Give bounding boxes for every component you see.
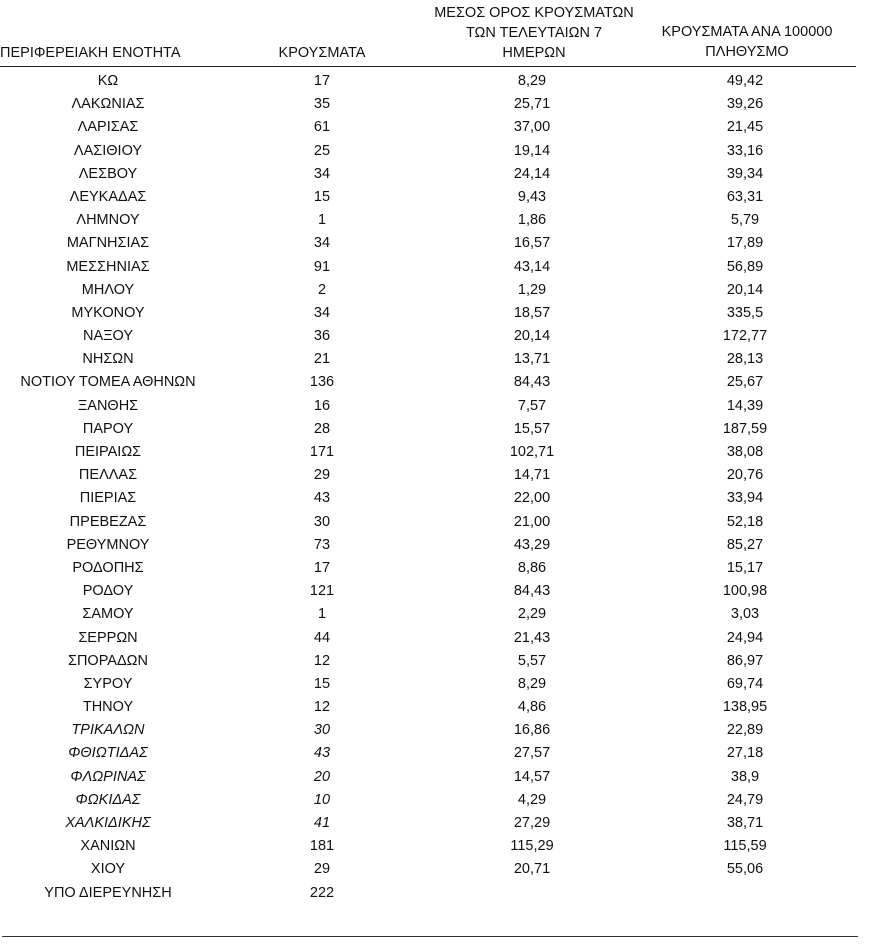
cases-cell: 34 bbox=[313, 165, 331, 182]
avg7-cell: 1,86 bbox=[517, 212, 547, 229]
cases-cell: 34 bbox=[313, 304, 331, 321]
per100k-cell: 33,94 bbox=[726, 490, 764, 507]
avg7-cell: 27,29 bbox=[513, 815, 551, 831]
per100k-cell: 38,9 bbox=[730, 768, 760, 785]
region-cell: ΠΑΡΟΥ bbox=[82, 420, 134, 437]
column-header-7day-average bbox=[425, 3, 643, 63]
per100k-cell: 187,59 bbox=[722, 420, 768, 437]
cases-cell: 43 bbox=[313, 490, 331, 507]
region-cell: ΠΙΕΡΙΑΣ bbox=[79, 490, 137, 507]
per100k-cell: 38,71 bbox=[726, 815, 764, 831]
avg7-cell: 19,14 bbox=[513, 142, 551, 159]
avg7-cell: 9,43 bbox=[517, 188, 547, 205]
per100k-cell: 335,5 bbox=[726, 304, 764, 321]
avg7-cell: 1,29 bbox=[517, 281, 547, 298]
cases-cell: 34 bbox=[313, 235, 331, 252]
region-cell: ΜΕΣΣΗΝΙΑΣ bbox=[66, 258, 150, 275]
region-cell: ΤΡΙΚΑΛΩΝ bbox=[71, 722, 145, 739]
avg7-cell: 18,57 bbox=[513, 304, 551, 321]
per100k-cell: 20,76 bbox=[726, 467, 764, 484]
region-cell: ΝΗΣΩΝ bbox=[82, 351, 134, 368]
region-cell: ΠΡΕΒΕΖΑΣ bbox=[69, 513, 147, 530]
region-cell: ΛΕΥΚΑΔΑΣ bbox=[69, 188, 147, 205]
cases-cell: 29 bbox=[313, 861, 331, 878]
cases-cell: 1 bbox=[317, 606, 327, 623]
region-cell: ΦΘΙΩΤΙΔΑΣ bbox=[68, 745, 148, 762]
cases-cell: 41 bbox=[313, 815, 331, 831]
region-cell: ΜΗΛΟΥ bbox=[81, 281, 135, 298]
table-row bbox=[0, 116, 869, 139]
avg7-cell: 8,29 bbox=[517, 73, 547, 89]
cases-cell: 35 bbox=[313, 96, 331, 113]
per100k-cell: 21,45 bbox=[726, 119, 764, 136]
avg7-cell: 7,57 bbox=[517, 397, 547, 414]
table-row bbox=[0, 696, 869, 719]
table-row bbox=[0, 464, 869, 487]
region-cell: ΛΑΡΙΣΑΣ bbox=[77, 119, 139, 136]
table-row bbox=[0, 835, 869, 858]
avg7-cell: 15,57 bbox=[513, 420, 551, 437]
table-row bbox=[0, 650, 869, 673]
per100k-cell: 24,94 bbox=[726, 629, 764, 646]
avg7-cell: 115,29 bbox=[510, 838, 554, 855]
region-cell: ΣΑΜΟΥ bbox=[82, 606, 134, 623]
avg7-cell: 43,14 bbox=[513, 258, 551, 275]
avg7-cell: 4,29 bbox=[517, 791, 547, 808]
table-row bbox=[0, 302, 869, 325]
per100k-cell: 33,16 bbox=[726, 142, 764, 159]
column-header-cases-per-100k bbox=[636, 22, 858, 62]
per100k-cell: 85,27 bbox=[726, 536, 764, 553]
region-cell: ΛΗΜΝΟΥ bbox=[76, 212, 140, 229]
cases-cell: 181 bbox=[309, 838, 335, 855]
table-row bbox=[0, 70, 869, 93]
cases-cell: 30 bbox=[313, 513, 331, 530]
cases-cell: 171 bbox=[309, 444, 335, 460]
table-row bbox=[0, 673, 869, 696]
table-row bbox=[0, 766, 869, 789]
per100k-cell: 63,31 bbox=[726, 188, 764, 205]
avg7-cell: 22,00 bbox=[513, 490, 551, 507]
avg7-cell: 21,43 bbox=[513, 629, 551, 646]
header-line: ΤΩΝ ΤΕΛΕΥΤΑΙΩΝ 7 bbox=[465, 25, 603, 41]
region-cell: ΡΟΔΟΠΗΣ bbox=[72, 559, 144, 576]
avg7-cell: 2,29 bbox=[517, 606, 547, 623]
per100k-cell: 15,17 bbox=[726, 559, 764, 576]
cases-cell: 30 bbox=[313, 722, 331, 739]
per100k-cell: 27,18 bbox=[726, 745, 764, 762]
region-cell: ΤΗΝΟΥ bbox=[82, 699, 134, 716]
cases-cell: 15 bbox=[313, 675, 331, 692]
region-cell: ΦΛΩΡΙΝΑΣ bbox=[70, 768, 146, 785]
table-row bbox=[0, 232, 869, 255]
per100k-cell: 25,67 bbox=[726, 374, 764, 391]
table-row bbox=[0, 882, 869, 905]
region-cell: ΝΟΤΙΟΥ ΤΟΜΕΑ ΑΘΗΝΩΝ bbox=[20, 374, 196, 391]
table-row bbox=[0, 511, 869, 534]
table-row bbox=[0, 719, 869, 742]
table-row bbox=[0, 348, 869, 371]
column-header-region: ΠΕΡΙΦΕΡΕΙΑΚΗ ΕΝΟΤΗΤΑ bbox=[0, 45, 181, 61]
table-row bbox=[0, 93, 869, 116]
cases-cell: 28 bbox=[313, 420, 331, 437]
table-row bbox=[0, 487, 869, 510]
region-cell: ΛΕΣΒΟΥ bbox=[78, 165, 138, 182]
region-cell: ΣΠΟΡΑΔΩΝ bbox=[68, 652, 148, 669]
per100k-cell: 52,18 bbox=[726, 513, 764, 530]
region-cell: ΠΕΙΡΑΙΩΣ bbox=[74, 444, 142, 460]
region-cell: ΧΙΟΥ bbox=[90, 861, 126, 878]
cases-cell: 29 bbox=[313, 467, 331, 484]
cases-cell: 25 bbox=[313, 142, 331, 159]
table-row bbox=[0, 325, 869, 348]
cases-cell: 73 bbox=[313, 536, 331, 553]
region-cell: ΦΩΚΙΔΑΣ bbox=[75, 791, 141, 808]
region-cell: ΝΑΞΟΥ bbox=[82, 328, 134, 345]
per100k-cell: 14,39 bbox=[726, 397, 764, 414]
table-row bbox=[0, 163, 869, 186]
region-cell: ΣΕΡΡΩΝ bbox=[78, 629, 138, 646]
cases-cell: 21 bbox=[313, 351, 331, 368]
table-row bbox=[0, 441, 869, 464]
region-cell: ΠΕΛΛΑΣ bbox=[78, 467, 138, 484]
avg7-cell: 5,57 bbox=[517, 652, 547, 669]
avg7-cell: 102,71 bbox=[509, 444, 555, 460]
cases-cell: 15 bbox=[313, 188, 331, 205]
cases-cell: 16 bbox=[313, 397, 331, 414]
avg7-cell: 8,29 bbox=[517, 675, 547, 692]
cases-cell: 136 bbox=[309, 374, 335, 391]
per100k-cell: 69,74 bbox=[726, 675, 764, 692]
per100k-cell: 86,97 bbox=[726, 652, 764, 669]
region-cell: ΧΑΛΚΙΔΙΚΗΣ bbox=[65, 815, 151, 831]
avg7-cell: 16,86 bbox=[513, 722, 551, 739]
data-table bbox=[0, 70, 869, 905]
table-row bbox=[0, 256, 869, 279]
table-row bbox=[0, 140, 869, 163]
cases-cell: 12 bbox=[313, 652, 331, 669]
table-row bbox=[0, 371, 869, 394]
region-cell: ΚΩ bbox=[97, 73, 119, 89]
cases-cell: 36 bbox=[313, 328, 331, 345]
table-row bbox=[0, 603, 869, 626]
region-cell: ΜΑΓΝΗΣΙΑΣ bbox=[66, 235, 150, 252]
per100k-cell: 56,89 bbox=[726, 258, 764, 275]
cases-cell: 91 bbox=[313, 258, 331, 275]
cases-cell: 12 bbox=[313, 699, 331, 716]
avg7-cell: 14,57 bbox=[513, 768, 551, 785]
per100k-cell: 22,89 bbox=[726, 722, 764, 739]
per100k-cell: 24,79 bbox=[726, 791, 764, 808]
cases-cell: 43 bbox=[313, 745, 331, 762]
cases-cell: 1 bbox=[317, 212, 327, 229]
header-line: ΗΜΕΡΩΝ bbox=[502, 45, 566, 61]
cases-cell: 121 bbox=[309, 583, 335, 600]
per100k-cell: 28,13 bbox=[726, 351, 764, 368]
avg7-cell: 84,43 bbox=[513, 583, 551, 600]
table-row bbox=[0, 789, 869, 812]
avg7-cell: 37,00 bbox=[513, 119, 551, 136]
region-cell: ΜΥΚΟΝΟΥ bbox=[71, 304, 145, 321]
cases-cell: 61 bbox=[313, 119, 331, 136]
cases-cell: 2 bbox=[317, 281, 327, 298]
avg7-cell: 20,71 bbox=[513, 861, 551, 878]
table-row bbox=[0, 742, 869, 765]
per100k-cell: 49,42 bbox=[726, 73, 764, 89]
header-line: ΠΛΗΘΥΣΜΟ bbox=[705, 44, 789, 60]
table-row bbox=[0, 186, 869, 209]
per100k-cell: 17,89 bbox=[726, 235, 764, 252]
avg7-cell: 25,71 bbox=[513, 96, 551, 113]
per100k-cell: 20,14 bbox=[726, 281, 764, 298]
table-row bbox=[0, 580, 869, 603]
avg7-cell: 8,86 bbox=[517, 559, 547, 576]
region-cell: ΞΑΝΘΗΣ bbox=[77, 397, 139, 414]
avg7-cell: 21,00 bbox=[513, 513, 551, 530]
per100k-cell: 38,08 bbox=[726, 444, 764, 460]
per100k-cell: 5,79 bbox=[730, 212, 760, 229]
header-line: ΚΡΟΥΣΜΑΤΑ ΑΝΑ 100000 bbox=[661, 24, 833, 40]
per100k-cell: 39,26 bbox=[726, 96, 764, 113]
region-cell: ΡΟΔΟΥ bbox=[82, 583, 134, 600]
avg7-cell: 24,14 bbox=[513, 165, 551, 182]
avg7-cell: 20,14 bbox=[513, 328, 551, 345]
avg7-cell: 16,57 bbox=[513, 235, 551, 252]
table-row bbox=[0, 534, 869, 557]
region-cell: ΣΥΡΟΥ bbox=[83, 675, 133, 692]
column-header-cases: ΚΡΟΥΣΜΑΤΑ bbox=[278, 45, 366, 61]
avg7-cell: 84,43 bbox=[513, 374, 551, 391]
header-divider bbox=[0, 66, 856, 67]
avg7-cell: 13,71 bbox=[513, 351, 551, 368]
cases-cell: 17 bbox=[313, 559, 331, 576]
footer-divider bbox=[2, 936, 858, 937]
per100k-cell: 3,03 bbox=[730, 606, 760, 623]
table-row bbox=[0, 418, 869, 441]
table-row bbox=[0, 209, 869, 232]
avg7-cell: 43,29 bbox=[513, 536, 551, 553]
cases-cell: 44 bbox=[313, 629, 331, 646]
table-row bbox=[0, 627, 869, 650]
cases-cell: 10 bbox=[313, 791, 331, 808]
per100k-cell: 100,98 bbox=[722, 583, 768, 600]
table-row bbox=[0, 812, 869, 835]
region-cell: ΡΕΘΥΜΝΟΥ bbox=[66, 536, 150, 553]
header-line: ΜΕΣΟΣ ΟΡΟΣ ΚΡΟΥΣΜΑΤΩΝ bbox=[434, 5, 634, 21]
avg7-cell: 4,86 bbox=[517, 699, 547, 716]
table-row bbox=[0, 279, 869, 302]
table-row bbox=[0, 858, 869, 881]
per100k-cell: 172,77 bbox=[722, 328, 768, 345]
cases-cell: 20 bbox=[313, 768, 331, 785]
cases-cell: 17 bbox=[313, 73, 331, 89]
per100k-cell: 39,34 bbox=[726, 165, 764, 182]
per100k-cell: 55,06 bbox=[726, 861, 764, 878]
table-row bbox=[0, 395, 869, 418]
region-cell: ΥΠΟ ΔΙΕΡΕΥΝΗΣΗ bbox=[44, 884, 172, 901]
per100k-cell: 138,95 bbox=[722, 699, 768, 716]
region-cell: ΛΑΣΙΘΙΟΥ bbox=[73, 142, 143, 159]
region-cell: ΛΑΚΩΝΙΑΣ bbox=[71, 96, 145, 113]
cases-cell: 222 bbox=[309, 884, 335, 901]
per100k-cell: 115,59 bbox=[723, 838, 767, 855]
avg7-cell: 27,57 bbox=[513, 745, 551, 762]
region-cell: ΧΑΝΙΩΝ bbox=[80, 838, 136, 855]
avg7-cell: 14,71 bbox=[513, 467, 551, 484]
table-row bbox=[0, 557, 869, 580]
